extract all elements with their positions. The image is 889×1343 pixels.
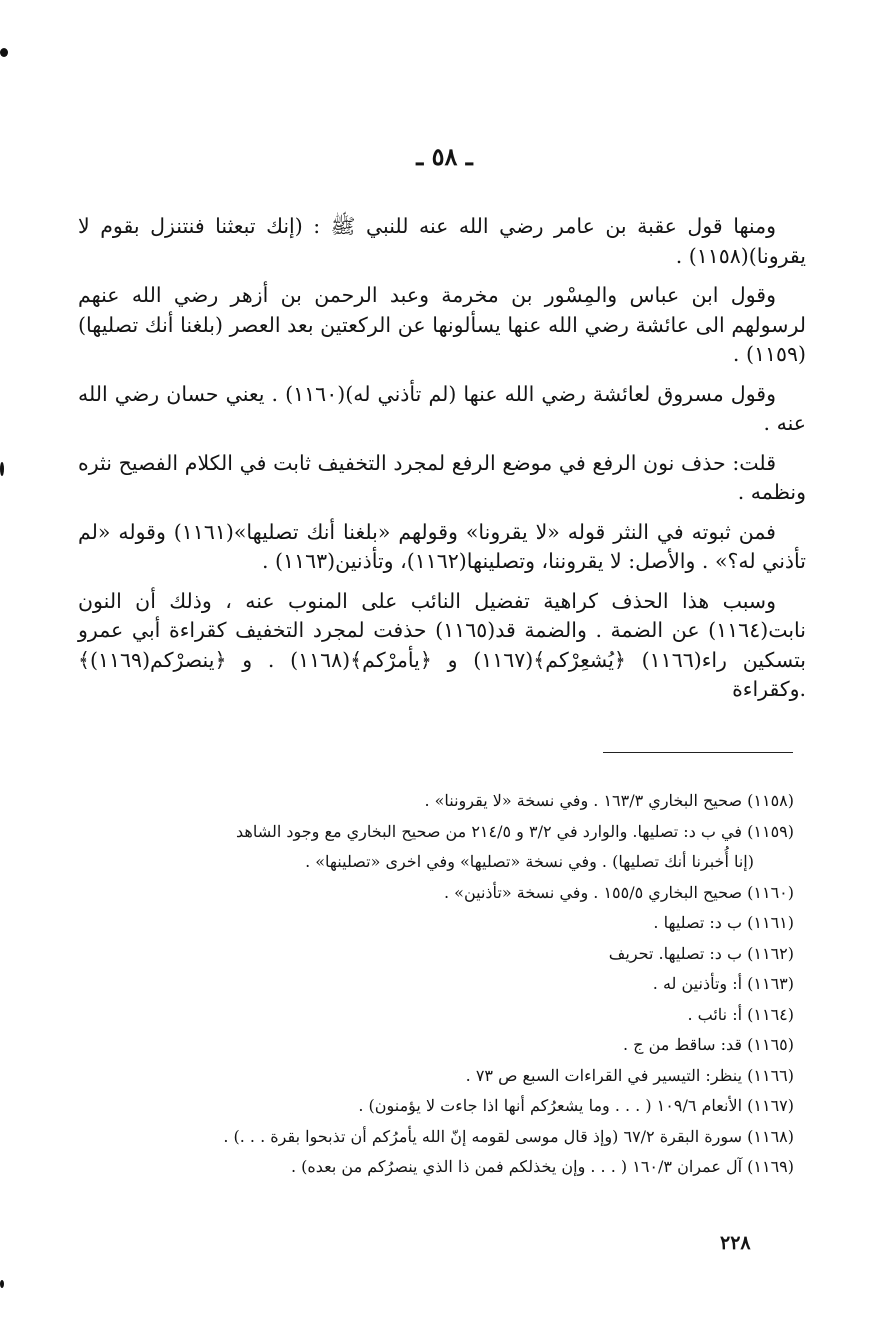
paragraph: وسبب هذا الحذف كراهية تفضيل النائب على المنوب عنه ، وذلك أن النون نابت(١١٦٤) عن الضمة . والضمة قد(١١٦٥) حذفت لمجرد التخفيف كقراءة أبي عمرو بتسكين راء(١١٦٦) ﴿يُشعِرْكم﴾(١١٦٧) و ﴿يأمرْكم﴾(١١٦٨) . و ﴿ينصرْكم(١١٦٩)﴾ .وكقراءة <box>78 588 806 701</box>
footnote <box>78 878 794 909</box>
footnote-text: (١١٦٩) آل عمران ١٦٠/٣ ( . . . وإن يخذلكم فمن ذا الذي ينصرُكم من بعده) . <box>290 1157 794 1176</box>
paragraph: قلت: حذف نون الرفع في موضع الرفع لمجرد التخفيف ثابت في الكلام الفصيح نثره ونظمه . <box>78 450 806 504</box>
footnote-text: (١١٦٦) ينظر: التيسير في القراءات السبع ص ٧٣ . <box>465 1065 794 1085</box>
scan-speck <box>0 48 8 57</box>
footnote-text: (١١٦٢) ب د: تصليها. تحريف <box>608 943 794 963</box>
footnote-continuation: (إنا أُخبرنا أنك تصليها) . وفي نسخة «تصليها» وفي اخرى «تصلينها» . <box>305 852 754 871</box>
footnote <box>78 817 794 878</box>
paragraph: ومنها قول عقبة بن عامر رضي الله عنه للنبي ﷺ : (إنك تبعثنا فنتنزل بقوم لا يقرونا)(١١٥٨) . <box>78 214 806 268</box>
footnote-text: (١١٦٤) أ: نائب . <box>687 1004 794 1024</box>
footnote <box>78 908 794 939</box>
footnote-divider <box>603 752 793 753</box>
scan-speck <box>0 1280 4 1288</box>
footnote <box>78 1061 794 1092</box>
footnote <box>78 1091 794 1122</box>
footnote <box>78 1030 794 1061</box>
footnote-text: (١١٦٨) سورة البقرة ٦٧/٢ (وإذ قال موسى لقومه إنّ الله يأمرُكم أن تذبحوا بقرة . . .) . <box>223 1126 794 1146</box>
footnote <box>78 786 794 817</box>
paragraph: فمن ثبوته في النثر قوله «لا يقرونا» وقولهم «بلغنا أنك تصليها»(١١٦١) وقوله «لم تأذني له؟» . والأصل: لا يقروننا، وتصلينها(١١٦٢)، وتأذنين(١١٦٣) . <box>78 519 806 573</box>
main-text <box>78 212 806 715</box>
footnote-text: (١١٦٠) صحيح البخاري ١٥٥/٥ . وفي نسخة «تأذنين» . <box>444 882 794 902</box>
footnote <box>78 939 794 970</box>
footnote-text: (١١٦٧) الأنعام ١٠٩/٦ ( . . . وما يشعرُكم أنها اذا جاءت لا يؤمنون) . <box>358 1096 794 1115</box>
footnote-text: (١١٦٣) أ: وتأذنين له . <box>652 974 794 993</box>
paragraph: وقول ابن عباس والمِسْور بن مخرمة وعبد الرحمن بن أزهر رضي الله عنهم لرسولهم الى عائشة رضي الله عنها يسألونها عن الركعتين بعد العصر (بلغنا أنك تصليها)(١١٥٩) . <box>78 283 806 366</box>
footnotes <box>78 786 794 1183</box>
paragraph: وقول مسروق لعائشة رضي الله عنها (لم تأذني له)(١١٦٠) . يعني حسان رضي الله عنه . <box>78 381 806 435</box>
footnote-text: (١١٦٥) قد: ساقط من ج . <box>622 1035 794 1054</box>
footnote-text: (١١٦١) ب د: تصليها . <box>653 913 794 932</box>
footnote-text: (١١٥٨) صحيح البخاري ١٦٣/٣ . وفي نسخة «لا يقروننا» . <box>424 791 794 810</box>
footnote <box>78 1122 794 1153</box>
footnote <box>78 969 794 1000</box>
page-number: ـ ٥٨ ـ <box>416 142 473 171</box>
folio-number: ٢٢٨ <box>720 1232 751 1254</box>
scan-speck <box>0 462 4 476</box>
footnote <box>78 1152 794 1183</box>
footnote-text: (١١٥٩) في ب د: تصليها. والوارد في ٣/٢ و ٢١٤/٥ من صحيح البخاري مع وجود الشاهد <box>235 821 794 841</box>
footnote <box>78 1000 794 1031</box>
